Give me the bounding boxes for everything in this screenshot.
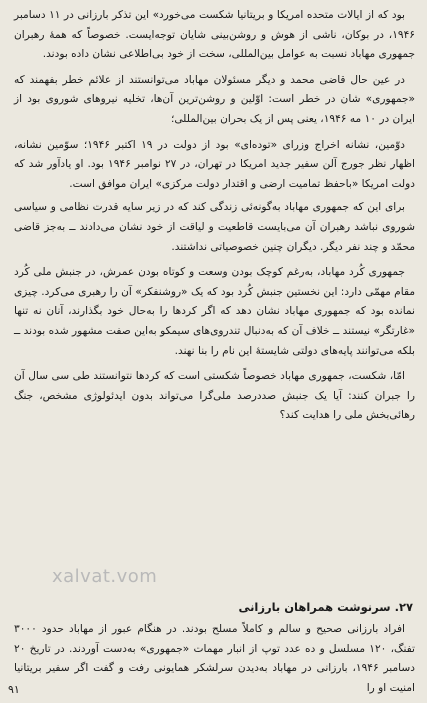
paragraph-6: امّا، شکست، جمهوری مهاباد خصوصاً شکستی است که کردها نتوانستند طی سی سال آن را جبران کنند: آیا یک جنبش صددرصد ملی‌گرا می‌تواند بدون ایدئولوژی مشخص، جنگ رهائی‌بخش ملی را هدایت کند؟ (14, 370, 415, 422)
paragraph-2: در عین حال قاضی محمد و دیگر مسئولان مهاباد می‌توانستند از علائم خطر بفهمند که «جمهوری» شان در خطر است: اوّلین و روشن‌ترین آن‌ها، تخلیه نیروهای شوروی بود از ایران در ۱۰ مه ۱۹۴۶، یعنی پس از یک بحران بین‌المللی؛ (14, 73, 415, 125)
section-heading: ۲۷. سرنوشت همراهان بارزانی (238, 600, 413, 614)
section-text (14, 620, 415, 698)
body-text (14, 6, 415, 432)
paragraph-3: دوّمین، نشانه اخراج وزرای «توده‌ای» بود از دولت در ۱۹ اکتبر ۱۹۴۶؛ سوّمین نشانه، اظهار نظر جورج آلن سفیر جدید امریکا در تهران، در ۲۷ نوامبر ۱۹۴۶ بود. او یادآور شد که دولت امریکا «باحفظ تمامیت ارضی و اقتدار دولت مرکزی» ایران موافق است. (14, 138, 415, 190)
paragraph-8: افراد بارزانی صحیح و سالم و کاملاً مسلح بودند. در هنگام عبور از مهاباد حدود ۳۰۰۰ تفنگ، ۱۲۰ مسلسل و ده عدد توپ از انبار مهمات «جمهوری» به‌دست آوردند. در تاریخ ۲۰ دسامبر ۱۹۴۶، بارزانی در مهاباد به‌دیدن سرلشکر همایونی رفت و گفت اگر سفیر بریتانیا امنیت او را (14, 623, 415, 694)
watermark: xalvat.vom (52, 566, 158, 587)
page-number: ۹۱ (8, 683, 20, 696)
paragraph-5: جمهوری کُرد مهاباد، به‌رغم کوچک بودن وسعت و کوتاه بودن عمرش، در جنبش ملی کُرد مقام مهمّی دارد: این نخستین جنبش کُرد بود که یک «روشنفکر» آن را رهبری می‌کرد. چیزی نمانده بود که جمهوری مهاباد نشان دهد که اگر کردها را به‌حال خود بگذارند، آنان نه تنها «غارتگر» نیستند ــ خلاف آن که به‌دنبال تندروی‌های سیمکو به‌این صفت مشهور شده بودند ــ بلکه می‌توانند پایه‌های دولتی شایستهٔ این نام را بنا نهند. (14, 266, 415, 357)
paragraph-4: برای این که جمهوری مهاباد به‌گونه‌ئی زندگی کند که در زیر سایه قدرت نظامی و سیاسی شوروی نباشد رهبران آن می‌بایست قاطعیت و لیاقت از خود نشان می‌دادند ــ به‌جز قاضی محمّد و چند نفر دیگر. دیگران چنین خصوصیاتی نداشتند. (14, 201, 415, 253)
paragraph-1: بود که از ایالات متحده امریکا و بریتانیا شکست می‌خورد» این تذکر بارزانی در ۱۱ دسامبر ۱۹۴۶، در بوکان، ناشی از هوش و روشن‌بینی شایان توجه‌ایست. خصوصاً که همهٔ رهبران جمهوری مهاباد نسبت به عوامل بین‌المللی، سخت از خود بی‌اطلاعی نشان داده بودند. (14, 9, 415, 61)
